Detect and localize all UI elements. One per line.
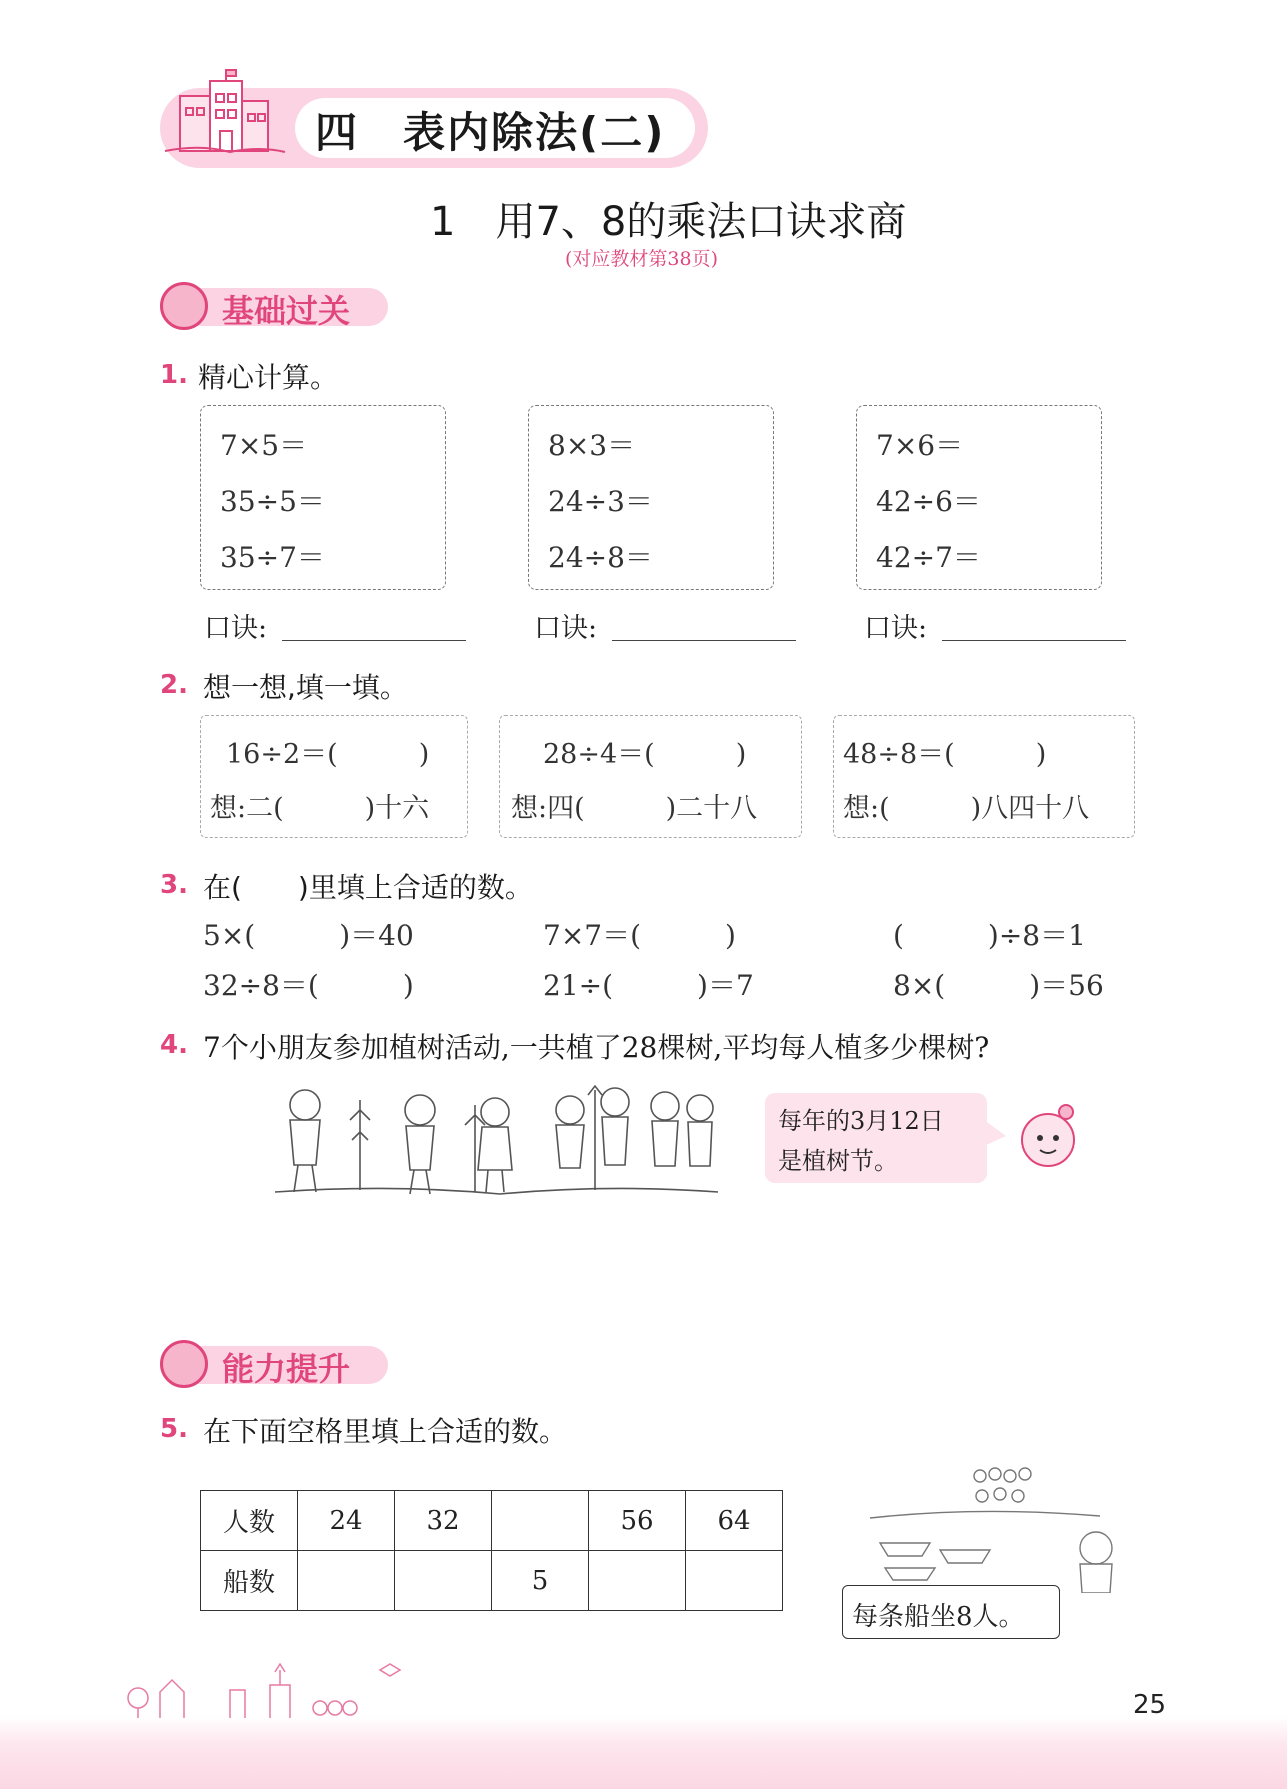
question-number: 1. xyxy=(160,360,188,390)
table-cell-blank[interactable] xyxy=(298,1551,395,1611)
speech-bubble-line: 是植树节。 xyxy=(778,1147,898,1175)
calc-line: 24÷3＝ xyxy=(548,485,653,518)
think-equation: 28÷4＝( ) xyxy=(543,739,747,770)
rhyme-label: 口诀: xyxy=(864,613,928,644)
think-equation: 48÷8＝( ) xyxy=(843,739,1047,770)
calc-line: 35÷5＝ xyxy=(220,485,325,518)
calc-line: 42÷7＝ xyxy=(876,541,981,574)
table-cell: 5 xyxy=(492,1551,589,1611)
fill-equation: ( )÷8＝1 xyxy=(893,919,1086,952)
speech-bubble-line: 每年的3月12日 xyxy=(778,1107,944,1135)
fill-equation: 21÷( )＝7 xyxy=(543,969,754,1002)
children-planting-trees-illustration-icon xyxy=(270,1080,720,1202)
question-number: 4. xyxy=(160,1030,188,1060)
fill-equation: 7×7＝( ) xyxy=(543,919,736,952)
calc-line: 42÷6＝ xyxy=(876,485,981,518)
table-cell: 32 xyxy=(395,1491,492,1551)
table-cell: 船数 xyxy=(201,1551,298,1611)
question-number: 5. xyxy=(160,1414,188,1444)
table-cell: 64 xyxy=(686,1491,783,1551)
fill-equation: 32÷8＝( ) xyxy=(203,969,414,1002)
speech-bubble-text: 每条船坐8人。 xyxy=(852,1602,1025,1632)
section-label-advanced: 能力提升 xyxy=(222,1350,351,1388)
table-row xyxy=(201,1491,783,1551)
footer-band xyxy=(0,1716,1287,1789)
footer-town-illustration-icon xyxy=(120,1650,410,1720)
boy-avatar-icon xyxy=(160,1340,208,1388)
table-cell-blank[interactable] xyxy=(686,1551,783,1611)
boat-table xyxy=(200,1490,783,1611)
calc-line: 8×3＝ xyxy=(548,429,636,462)
table-cell-blank[interactable] xyxy=(492,1491,589,1551)
section-label-basic: 基础过关 xyxy=(222,292,351,330)
table-row xyxy=(201,1551,783,1611)
question-number: 3. xyxy=(160,870,188,900)
question-number: 2. xyxy=(160,670,188,700)
rhyme-answer-line[interactable] xyxy=(942,640,1126,641)
lesson-reference: (对应教材第38页) xyxy=(565,248,719,270)
fill-equation: 8×( )＝56 xyxy=(893,969,1104,1002)
mascot-character-icon xyxy=(1010,1098,1090,1178)
table-cell: 人数 xyxy=(201,1491,298,1551)
question-text: 在( )里填上合适的数。 xyxy=(203,871,533,904)
calc-line: 7×5＝ xyxy=(220,429,308,462)
rhyme-answer-line[interactable] xyxy=(282,640,466,641)
think-hint: 想:( )八四十八 xyxy=(843,793,1090,824)
girl-avatar-icon xyxy=(160,282,208,330)
table-cell-blank[interactable] xyxy=(395,1551,492,1611)
lesson-title: 1 用7、8的乘法口诀求商 xyxy=(430,199,907,245)
calc-line: 24÷8＝ xyxy=(548,541,653,574)
table-cell-blank[interactable] xyxy=(589,1551,686,1611)
question-text: 想一想,填一填。 xyxy=(203,671,408,704)
table-cell: 24 xyxy=(298,1491,395,1551)
calc-line: 35÷7＝ xyxy=(220,541,325,574)
page-number: 25 xyxy=(1133,1690,1167,1720)
rhyme-label: 口诀: xyxy=(204,613,268,644)
question-text: 精心计算。 xyxy=(198,361,339,394)
rhyme-answer-line[interactable] xyxy=(612,640,796,641)
think-hint: 想:四( )二十八 xyxy=(511,793,758,824)
think-equation: 16÷2＝( ) xyxy=(226,739,430,770)
calc-line: 7×6＝ xyxy=(876,429,964,462)
building-illustration-icon xyxy=(160,66,290,166)
think-hint: 想:二( )十六 xyxy=(210,793,430,824)
chapter-title: 四 表内除法(二) xyxy=(315,108,666,157)
speech-bubble-tail-icon xyxy=(984,1120,1006,1150)
fill-equation: 5×( )＝40 xyxy=(203,919,414,952)
table-cell: 56 xyxy=(589,1491,686,1551)
boats-lake-illustration-icon xyxy=(860,1458,1120,1593)
rhyme-label: 口诀: xyxy=(534,613,598,644)
question-text: 在下面空格里填上合适的数。 xyxy=(203,1415,568,1448)
question-text: 7个小朋友参加植树活动,一共植了28棵树,平均每人植多少棵树? xyxy=(203,1031,990,1064)
